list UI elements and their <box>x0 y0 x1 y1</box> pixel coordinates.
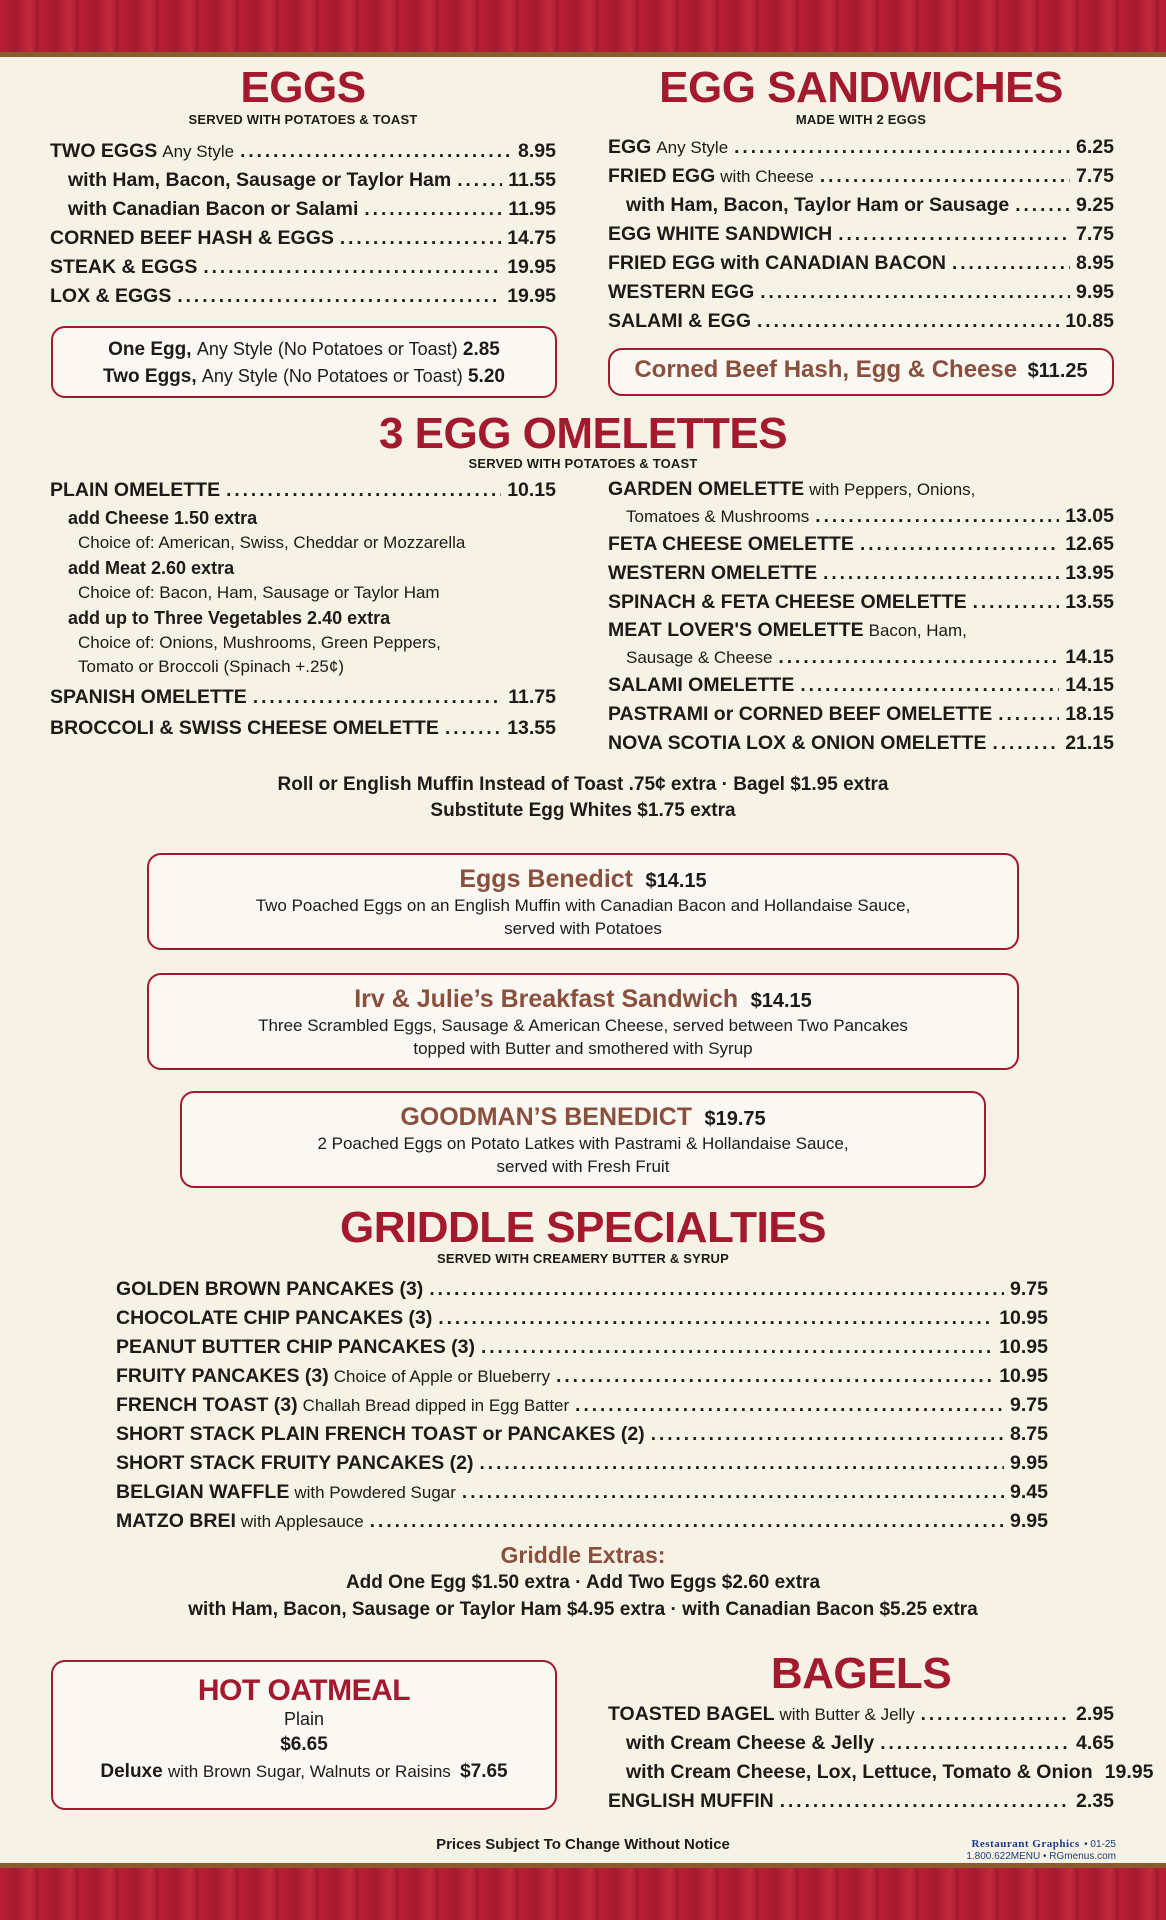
egg-sandwich-row <box>608 162 1114 191</box>
price-notice: Prices Subject To Change Without Notice <box>436 1836 730 1853</box>
eggs-item-name: CORNED BEEF HASH & EGGS <box>50 227 334 249</box>
egg-sandwich-item-list <box>608 133 1114 336</box>
broccoli-omelette-name: BROCCOLI & SWISS CHEESE OMELETTE <box>50 717 439 739</box>
dot-leader <box>556 1362 993 1391</box>
egg-sandwich-row <box>608 220 1114 249</box>
eggs-item-name: TWO EGGS <box>50 140 158 162</box>
omelette-item-price: 13.55 <box>1065 591 1114 613</box>
oatmeal-deluxe-desc: with Brown Sugar, Walnuts or Raisins <box>167 1762 451 1781</box>
griddle-item-name: GOLDEN BROWN PANCAKES (3) <box>116 1278 424 1300</box>
egg-sandwich-item-price: 6.25 <box>1076 136 1114 158</box>
egg-sandwich-item-price: 9.95 <box>1076 281 1114 303</box>
dot-leader <box>760 278 1070 307</box>
two-eggs-price: 5.20 <box>467 366 505 387</box>
griddle-item-desc: Choice of Apple or Blueberry <box>333 1367 551 1386</box>
dot-leader <box>575 1391 1004 1420</box>
eggs-row <box>50 195 556 224</box>
omelette-row <box>608 530 1114 559</box>
egg-sandwich-item-price: 7.75 <box>1076 165 1114 187</box>
corned-beef-hash-box <box>608 348 1114 396</box>
two-eggs-name: Two Eggs, <box>103 366 197 387</box>
omelette-item-name: SALAMI OMELETTE <box>608 674 795 696</box>
bagel-item-price: 4.65 <box>1076 1732 1114 1754</box>
broccoli-omelette-row <box>50 714 556 743</box>
omelette-row <box>608 588 1114 617</box>
egg-sandwich-item-desc: with Cheese <box>720 167 814 186</box>
plain-omelette-price: 10.15 <box>507 479 556 501</box>
goodmans-benedict-name: GOODMAN’S BENEDICT <box>400 1103 693 1131</box>
egg-sandwich-item-name: FRIED EGG <box>608 165 716 187</box>
bottom-decorative-band <box>0 1868 1166 1920</box>
omelettes-left-column <box>50 476 556 743</box>
omelette-row <box>608 700 1114 729</box>
dot-leader <box>438 1304 993 1333</box>
eggs-item-desc: Any Style <box>162 142 235 161</box>
garden-omelette-desc-2: Tomatoes & Mushrooms <box>626 507 810 526</box>
garden-omelette-price: 13.05 <box>1065 505 1114 527</box>
dot-leader <box>651 1420 1004 1449</box>
goodmans-benedict-price: $19.75 <box>704 1108 766 1130</box>
oatmeal-plain-price: $6.65 <box>280 1734 328 1755</box>
two-eggs-desc: Any Style (No Potatoes or Toast) <box>201 366 463 386</box>
egg-sandwich-row <box>608 249 1114 278</box>
eggs-item-name: STEAK & EGGS <box>50 256 198 278</box>
eggs-row <box>50 224 556 253</box>
egg-sandwich-row <box>608 133 1114 162</box>
eggs-item-price: 19.95 <box>507 285 556 307</box>
griddle-extras-line-1: Add One Egg $1.50 extra · Add Two Eggs $2.60 extra <box>345 1572 821 1593</box>
eggs-item-list <box>50 137 556 311</box>
eggs-benedict-name: Eggs Benedict <box>459 865 634 893</box>
dot-leader <box>481 1333 993 1362</box>
griddle-item-desc: with Applesauce <box>240 1512 364 1531</box>
eggs-row <box>50 137 556 166</box>
bagel-item-name: with Cream Cheese, Lox, Lettuce, Tomato & Onion <box>626 1761 1093 1783</box>
griddle-row <box>116 1391 1048 1420</box>
garden-omelette-name: GARDEN OMELETTE <box>608 478 805 500</box>
omelettes-title: 3 EGG OMELETTES <box>378 409 788 458</box>
omelette-item-name: WESTERN OMELETTE <box>608 562 818 584</box>
omelette-row <box>608 671 1114 700</box>
meat-lover-omelette-row-2 <box>608 644 1114 671</box>
dot-leader <box>734 133 1070 162</box>
griddle-item-price: 10.95 <box>999 1307 1048 1329</box>
griddle-item-price: 10.95 <box>999 1365 1048 1387</box>
eggs-benedict-box <box>147 853 1019 950</box>
egg-sandwich-item-name: EGG WHITE SANDWICH <box>608 223 833 245</box>
garden-omelette-desc: with Peppers, Onions, <box>809 480 976 499</box>
griddle-item-price: 9.95 <box>1010 1452 1048 1474</box>
griddle-row <box>116 1304 1048 1333</box>
griddle-row <box>116 1507 1048 1536</box>
griddle-row <box>116 1420 1048 1449</box>
egg-sandwiches-section <box>608 63 1114 336</box>
bagel-row <box>608 1758 1154 1787</box>
breakfast-sandwich-price: $14.15 <box>750 990 812 1012</box>
egg-sandwich-row <box>608 278 1114 307</box>
egg-sandwich-row <box>608 191 1114 220</box>
griddle-item-price: 8.75 <box>1010 1423 1048 1445</box>
dot-leader <box>177 282 501 311</box>
eggs-row <box>50 282 556 311</box>
cheese-choice-note: Choice of: American, Swiss, Cheddar or Mozzarella <box>78 533 466 552</box>
brand-phone: 1.800.622MENU • RGmenus.com <box>966 1851 1116 1862</box>
meat-lover-omelette-row <box>608 617 1114 644</box>
dot-leader <box>480 1449 1005 1478</box>
dot-leader <box>462 1478 1004 1507</box>
griddle-item-name: SHORT STACK FRUITY PANCAKES (2) <box>116 1452 474 1474</box>
breakfast-sandwich-box <box>147 973 1019 1070</box>
meat-lover-omelette-price: 14.15 <box>1065 646 1114 668</box>
griddle-item-name: MATZO BREI <box>116 1510 236 1532</box>
eggs-item-price: 11.55 <box>508 169 556 191</box>
bagel-item-name: TOASTED BAGEL <box>608 1703 775 1725</box>
spanish-omelette-name: SPANISH OMELETTE <box>50 686 247 708</box>
corned-beef-hash-name: Corned Beef Hash, Egg & Cheese <box>634 356 1018 383</box>
bagel-row <box>608 1700 1114 1729</box>
goodmans-benedict-box <box>180 1091 986 1188</box>
dot-leader <box>203 253 501 282</box>
meat-lover-omelette-desc-2: Sausage & Cheese <box>626 648 773 667</box>
griddle-item-price: 9.75 <box>1010 1394 1048 1416</box>
griddle-item-price: 9.45 <box>1010 1481 1048 1503</box>
one-egg-desc: Any Style (No Potatoes or Toast) <box>196 339 458 359</box>
bagel-item-name: ENGLISH MUFFIN <box>608 1790 774 1812</box>
oatmeal-deluxe-name: Deluxe <box>100 1761 163 1782</box>
garden-omelette-row-2 <box>608 503 1114 530</box>
eggs-item-price: 11.95 <box>508 198 556 220</box>
eggs-benedict-desc-2: served with Potatoes <box>504 919 662 938</box>
omelette-right-list-1 <box>608 530 1114 617</box>
omelette-row <box>608 559 1114 588</box>
griddle-item-price: 10.95 <box>999 1336 1048 1358</box>
omelette-item-price: 12.65 <box>1065 533 1114 555</box>
griddle-item-price: 9.95 <box>1010 1510 1048 1532</box>
dot-leader <box>370 1507 1004 1536</box>
oatmeal-deluxe-price: $7.65 <box>460 1761 508 1782</box>
griddle-item-name: FRUITY PANCAKES (3) <box>116 1365 329 1387</box>
omelette-item-name: FETA CHEESE OMELETTE <box>608 533 854 555</box>
eggs-benedict-desc-1: Two Poached Eggs on an English Muffin with Canadian Bacon and Hollandaise Sauce, <box>255 896 911 915</box>
breakfast-sandwich-name: Irv & Julie’s Breakfast Sandwich <box>354 985 739 1013</box>
dot-leader <box>973 588 1060 617</box>
omelette-item-name: SPINACH & FETA CHEESE OMELETTE <box>608 591 967 613</box>
eggs-item-name: with Ham, Bacon, Sausage or Taylor Ham <box>68 169 452 191</box>
eggs-title: EGGS <box>240 63 366 112</box>
eggs-item-price: 19.95 <box>507 256 556 278</box>
griddle-extras-title: Griddle Extras: <box>500 1542 666 1568</box>
dot-leader <box>1015 191 1070 220</box>
eggs-row <box>50 166 556 195</box>
dot-leader <box>457 166 502 195</box>
egg-sandwich-item-name: with Ham, Bacon, Taylor Ham or Sausage <box>626 194 1010 216</box>
griddle-row <box>116 1478 1048 1507</box>
dot-leader <box>860 530 1059 559</box>
griddle-row <box>116 1362 1048 1391</box>
single-egg-box <box>51 326 557 398</box>
griddle-subtitle: SERVED WITH CREAMERY BUTTER & SYRUP <box>436 1251 730 1266</box>
bagel-item-name: with Cream Cheese & Jelly <box>626 1732 875 1754</box>
griddle-item-name: BELGIAN WAFFLE <box>116 1481 290 1503</box>
dot-leader <box>952 249 1070 278</box>
griddle-row <box>116 1449 1048 1478</box>
spanish-omelette-row <box>50 683 556 712</box>
griddle-row <box>116 1333 1048 1362</box>
dot-leader <box>992 729 1059 758</box>
bagel-item-price: 2.95 <box>1076 1703 1114 1725</box>
dot-leader <box>780 1787 1070 1816</box>
omelette-item-price: 18.15 <box>1065 703 1114 725</box>
add-meat-note: add Meat 2.60 extra <box>68 558 235 578</box>
corned-beef-hash-price: $11.25 <box>1027 360 1088 382</box>
griddle-row <box>116 1275 1048 1304</box>
garden-omelette-row <box>608 476 1114 503</box>
griddle-item-name: SHORT STACK PLAIN FRENCH TOAST or PANCAKES (2) <box>116 1423 645 1445</box>
griddle-item-desc: with Powdered Sugar <box>294 1483 456 1502</box>
dot-leader <box>823 559 1059 588</box>
goodmans-benedict-desc-2: served with Fresh Fruit <box>496 1157 670 1176</box>
hot-oatmeal-box <box>51 1660 557 1810</box>
eggs-item-name: with Canadian Bacon or Salami <box>68 198 359 220</box>
restaurant-graphics-logo <box>912 1837 1116 1863</box>
griddle-item-desc: Challah Bread dipped in Egg Batter <box>302 1396 570 1415</box>
dot-leader <box>998 700 1059 729</box>
griddle-item-name: CHOCOLATE CHIP PANCAKES (3) <box>116 1307 433 1329</box>
eggs-subtitle: SERVED WITH POTATOES & TOAST <box>188 112 418 127</box>
egg-sandwich-item-name: FRIED EGG with CANADIAN BACON <box>608 252 946 274</box>
omelette-extra-line-2: Substitute Egg Whites $1.75 extra <box>430 800 736 821</box>
griddle-item-price: 9.75 <box>1010 1278 1048 1300</box>
dot-leader <box>921 1700 1070 1729</box>
bagel-item-desc: with Butter & Jelly <box>779 1705 915 1724</box>
omelette-item-price: 14.15 <box>1065 674 1114 696</box>
one-egg-price: 2.85 <box>462 339 500 360</box>
bagel-item-price: 19.95 <box>1104 1761 1154 1783</box>
eggs-item-name: LOX & EGGS <box>50 285 172 307</box>
egg-sandwich-row <box>608 307 1114 336</box>
dot-leader <box>838 220 1070 249</box>
griddle-title: GRIDDLE SPECIALTIES <box>340 1203 826 1252</box>
broccoli-omelette-price: 13.55 <box>507 717 556 739</box>
hot-oatmeal-title: HOT OATMEAL <box>197 1674 411 1707</box>
meat-choice-note: Choice of: Bacon, Ham, Sausage or Taylor Ham <box>78 583 440 602</box>
omelette-item-name: NOVA SCOTIA LOX & ONION OMELETTE <box>608 732 987 754</box>
dot-leader <box>880 1729 1070 1758</box>
egg-sandwich-item-name: WESTERN EGG <box>608 281 755 303</box>
griddle-extras <box>0 1542 1166 1623</box>
egg-sandwich-item-price: 8.95 <box>1076 252 1114 274</box>
omelette-extra-line-1: Roll or English Muffin Instead of Toast .75¢ extra · Bagel $1.95 extra <box>277 774 889 795</box>
goodmans-benedict-desc-1: 2 Poached Eggs on Potato Latkes with Pastrami & Hollandaise Sauce, <box>317 1134 849 1153</box>
egg-sandwich-item-desc: Any Style <box>656 138 729 157</box>
eggs-row <box>50 253 556 282</box>
one-egg-name: One Egg, <box>108 339 192 360</box>
veg-choice-note-1: Choice of: Onions, Mushrooms, Green Peppers, <box>78 633 441 652</box>
griddle-extras-line-2: with Ham, Bacon, Sausage or Taylor Ham $4.95 extra · with Canadian Bacon $5.25 extra <box>188 1599 978 1620</box>
bagel-item-list <box>608 1700 1154 1816</box>
omelettes-subtitle: SERVED WITH POTATOES & TOAST <box>468 456 698 471</box>
bagel-row <box>608 1729 1114 1758</box>
dot-leader <box>340 224 501 253</box>
spanish-omelette-price: 11.75 <box>508 686 556 708</box>
dot-leader <box>820 162 1070 191</box>
omelette-extras <box>0 772 1166 824</box>
egg-sandwiches-title: EGG SANDWICHES <box>659 63 1063 112</box>
plain-omelette-row <box>50 476 556 505</box>
plain-omelette-name: PLAIN OMELETTE <box>50 479 221 501</box>
omelette-item-price: 13.95 <box>1065 562 1114 584</box>
egg-sandwich-item-price: 7.75 <box>1076 223 1114 245</box>
dot-leader <box>429 1275 1004 1304</box>
veg-choice-note-2: Tomato or Broccoli (Spinach +.25¢) <box>78 657 344 676</box>
egg-sandwiches-subtitle: MADE WITH 2 EGGS <box>795 112 927 127</box>
omelette-item-price: 21.15 <box>1065 732 1114 754</box>
eggs-item-price: 8.95 <box>518 140 556 162</box>
bagels-section <box>608 1649 1154 1816</box>
top-decorative-band <box>0 0 1166 52</box>
dot-leader <box>364 195 502 224</box>
omelette-row <box>608 729 1114 758</box>
breakfast-sandwich-desc-1: Three Scrambled Eggs, Sausage & American Cheese, served between Two Pancakes <box>258 1016 908 1035</box>
brand-code: • 01-25 <box>1084 1839 1116 1850</box>
dot-leader <box>800 671 1059 700</box>
eggs-item-price: 14.75 <box>507 227 556 249</box>
omelettes-right-column <box>608 476 1114 758</box>
egg-sandwich-item-name: EGG <box>608 136 652 158</box>
bagel-row <box>608 1787 1114 1816</box>
add-veg-note: add up to Three Vegetables 2.40 extra <box>68 608 391 628</box>
egg-sandwich-item-price: 9.25 <box>1076 194 1114 216</box>
breakfast-sandwich-desc-2: topped with Butter and smothered with Syrup <box>413 1039 753 1058</box>
brand-name: Restaurant Graphics <box>971 1838 1080 1850</box>
bagels-title: BAGELS <box>770 1649 952 1698</box>
griddle-item-name: FRENCH TOAST (3) <box>116 1394 298 1416</box>
meat-lover-omelette-name: MEAT LOVER'S OMELETTE <box>608 619 864 641</box>
egg-sandwich-item-name: SALAMI & EGG <box>608 310 752 332</box>
dot-leader <box>240 137 512 166</box>
meat-lover-omelette-desc: Bacon, Ham, <box>868 621 967 640</box>
dot-leader <box>757 307 1059 336</box>
omelette-item-name: PASTRAMI or CORNED BEEF OMELETTE <box>608 703 993 725</box>
eggs-section <box>50 63 556 311</box>
add-cheese-note: add Cheese 1.50 extra <box>68 508 258 528</box>
griddle-item-name: PEANUT BUTTER CHIP PANCAKES (3) <box>116 1336 475 1358</box>
oatmeal-plain-label: Plain <box>283 1709 325 1729</box>
eggs-benedict-price: $14.15 <box>645 870 707 892</box>
omelette-right-list-2 <box>608 671 1114 758</box>
bagel-item-price: 2.35 <box>1076 1790 1114 1812</box>
egg-sandwich-item-price: 10.85 <box>1065 310 1114 332</box>
griddle-item-list <box>116 1275 1048 1536</box>
